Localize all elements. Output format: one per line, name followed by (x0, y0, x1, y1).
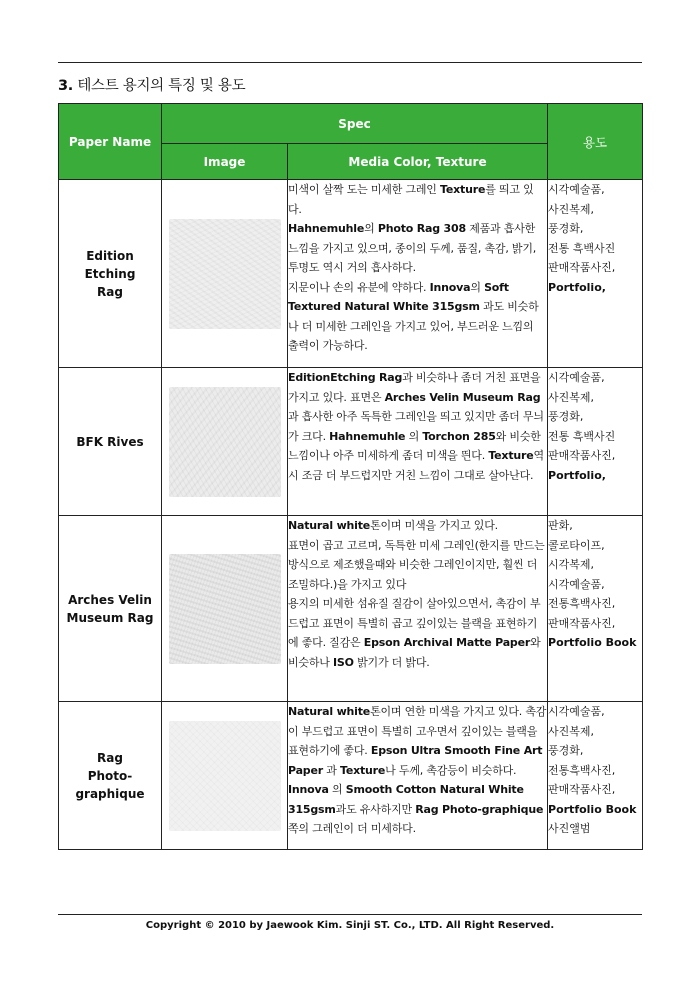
description-paragraph (288, 594, 547, 672)
description-text: 한지를 만드는 방식으로 제조했을때와 비슷한 그레인이지만, 훨씬 더 조밀하다. (288, 538, 545, 591)
description-text: 과도 유사하지만 (335, 802, 416, 816)
description-text: 과 비슷하나 좀더 거친 표면을 가지고 있다. 표면은 (288, 371, 541, 404)
description-text: 과 흡사한 아주 독특한 그레인을 띄고 있지만 좀더 무늬가 크다. (288, 410, 544, 443)
description-paragraph (288, 368, 547, 485)
use-list (548, 180, 643, 368)
media-description (288, 702, 548, 850)
bold-term: Texture (339, 763, 386, 777)
bold-term: Innova (288, 783, 329, 796)
bold-term: Epson Archival Matte Paper (363, 636, 531, 649)
description-text: 의 (405, 429, 423, 443)
use-item: 시각예술품, (548, 371, 605, 384)
description-text: 밝기가 더 밝다. (353, 655, 430, 669)
description-text: 과 (322, 763, 340, 777)
bold-term: Epson Ultra Smooth Fine Art Paper (288, 744, 543, 777)
description-text: 톤이며 미색을 가지고 있다. (370, 519, 498, 532)
description-text: 제품과 흡사한 느낌을 가지고 있으며, 종이의 두께, 품질, 촉감, 밝기, 투명도 역시 거의 흡사하다. (288, 222, 537, 274)
section-number: 3. (58, 78, 73, 94)
bold-term: Natural white (288, 705, 371, 718)
use-item: Portfolio Book (548, 802, 637, 816)
top-rule (58, 62, 642, 63)
description-paragraph (288, 516, 547, 536)
paper-texture-image (169, 721, 281, 831)
description-text: 표면이 곱고 고르며, 독특한 미세 그레인( (288, 538, 479, 552)
description-text: 의 (470, 280, 485, 294)
use-list (548, 702, 643, 850)
description-paragraph (288, 219, 547, 278)
use-item: 시각예술품, (548, 705, 605, 718)
use-item: 시각예술품, (548, 577, 605, 591)
use-item: Portfolio, (548, 280, 606, 294)
bottom-rule (58, 914, 642, 915)
use-item: 판매작품사진, (548, 261, 616, 274)
paper-name: Arches Velin Museum Rag (59, 516, 162, 702)
use-item: Portfolio, (548, 468, 606, 482)
bold-term: Rag Photo-graphique (415, 802, 544, 816)
media-description (288, 516, 548, 702)
bold-term: Soft Textured Natural White 315gsm (288, 280, 509, 313)
use-list (548, 516, 643, 702)
table-row (59, 702, 643, 850)
paper-name: Edition Etching Rag (59, 180, 162, 368)
header-paper-name: Paper Name (59, 104, 162, 180)
use-item: 전통흑백사진, (548, 597, 616, 610)
use-item: 전통 흑백사진 (548, 241, 616, 255)
description-text: 과도 비슷하나 더 미세한 그레인을 가지고 있어, 부드러운 느낌의 출력이 가능하다. (288, 300, 539, 352)
use-item: 시각복제, (548, 558, 595, 571)
header-media-color-texture: Media Color, Texture (288, 144, 548, 180)
description-text: 지문이나 손의 유분에 약하다. (288, 280, 430, 294)
description-text: 쪽의 그레인이 더 미세하다. (288, 822, 416, 835)
use-item: 전통 흑백사진 (548, 429, 616, 443)
use-item: 풍경화, (548, 744, 584, 757)
copyright-footer: Copyright © 2010 by Jaewook Kim. Sinji ST. Co., LTD. All Right Reserved. (145, 920, 555, 931)
bold-term: EditionEtching Rag (288, 371, 403, 384)
use-item: 콜로타이프, (548, 538, 605, 552)
description-paragraph (288, 180, 547, 219)
bold-term: Photo Rag 308 (377, 222, 466, 235)
bold-term: Innova (429, 280, 471, 294)
description-text: 미색이 살짝 도는 미세한 그레인 (288, 183, 441, 196)
description-text: 용지의 미세한 섬유질 질감이 살아있으면서, 촉감이 부드럽고 표면이 특별히 곱고 깊이있는 블랙을 표현하기에 좋다. 질감은 (288, 597, 541, 649)
use-item: 사진복제, (548, 724, 595, 738)
use-item: 사진복제, (548, 202, 595, 216)
description-text: 톤이며 연한 미색을 가지고 있다. 촉감이 부드럽고 표면이 특별히 고우면서 깊이있는 블랙을 표현하기에 좋다. (288, 705, 547, 757)
description-paragraph (288, 536, 547, 595)
header-spec: Spec (162, 104, 548, 144)
paper-texture-image (169, 554, 281, 664)
section-heading: 테스트 용지의 특징 및 용도 (77, 78, 246, 94)
use-item: 풍경화, (548, 410, 584, 423)
paper-name: BFK Rives (59, 368, 162, 516)
description-text: 를 띄고 있다. (288, 183, 534, 216)
table-row (59, 516, 643, 702)
media-description (288, 180, 548, 368)
description-text: 나 두께, 촉감등이 비슷하다. (385, 763, 517, 777)
use-item: 시각예술품, (548, 183, 605, 196)
use-item: 사진복제, (548, 390, 595, 404)
use-item: 사진앨범 (548, 822, 591, 835)
paper-name: Rag Photo- graphique (59, 702, 162, 850)
bold-term: Arches Velin Museum Rag (384, 390, 541, 404)
bold-term: Hahnemuhle (329, 429, 406, 443)
media-description (288, 368, 548, 516)
bold-term: Torchon 285 (422, 429, 496, 443)
bold-term: ISO (333, 655, 354, 669)
table-row (59, 180, 643, 368)
bold-term: Texture (488, 449, 534, 462)
use-item: 판매작품사진, (548, 616, 616, 630)
table-row (59, 368, 643, 516)
use-item: 판매작품사진, (548, 449, 616, 462)
header-image: Image (162, 144, 288, 180)
description-text: 의 (328, 783, 346, 796)
bold-term: Hahnemuhle (288, 222, 365, 235)
description-text: 의 (364, 222, 378, 235)
section-title (58, 74, 245, 95)
paper-texture-image (169, 219, 281, 329)
bold-term: Smooth Cotton Natural White 315gsm (288, 783, 524, 816)
bold-term: Texture (440, 183, 486, 196)
paper-spec-table (58, 103, 643, 850)
use-item: Portfolio Book (548, 636, 637, 649)
bold-term: Natural white (288, 519, 371, 532)
use-list (548, 368, 643, 516)
description-paragraph (288, 702, 547, 839)
description-text: 역시 조금 더 부드럽지만 거친 느낌이 그대로 살아난다. (288, 449, 544, 482)
description-text: 와 비슷한 느낌이나 아주 미세하게 좀더 미색을 띈다. (288, 429, 541, 462)
use-item: 전통흑백사진, (548, 763, 616, 777)
description-text: )을 가지고 있다 (333, 577, 407, 591)
description-text: 와 비슷하나 (288, 636, 541, 669)
header-use: 용도 (548, 104, 643, 180)
use-item: 판매작품사진, (548, 783, 616, 796)
use-item: 풍경화, (548, 222, 584, 235)
description-paragraph (288, 278, 547, 356)
paper-texture-image (169, 387, 281, 497)
use-item: 판화, (548, 519, 573, 532)
